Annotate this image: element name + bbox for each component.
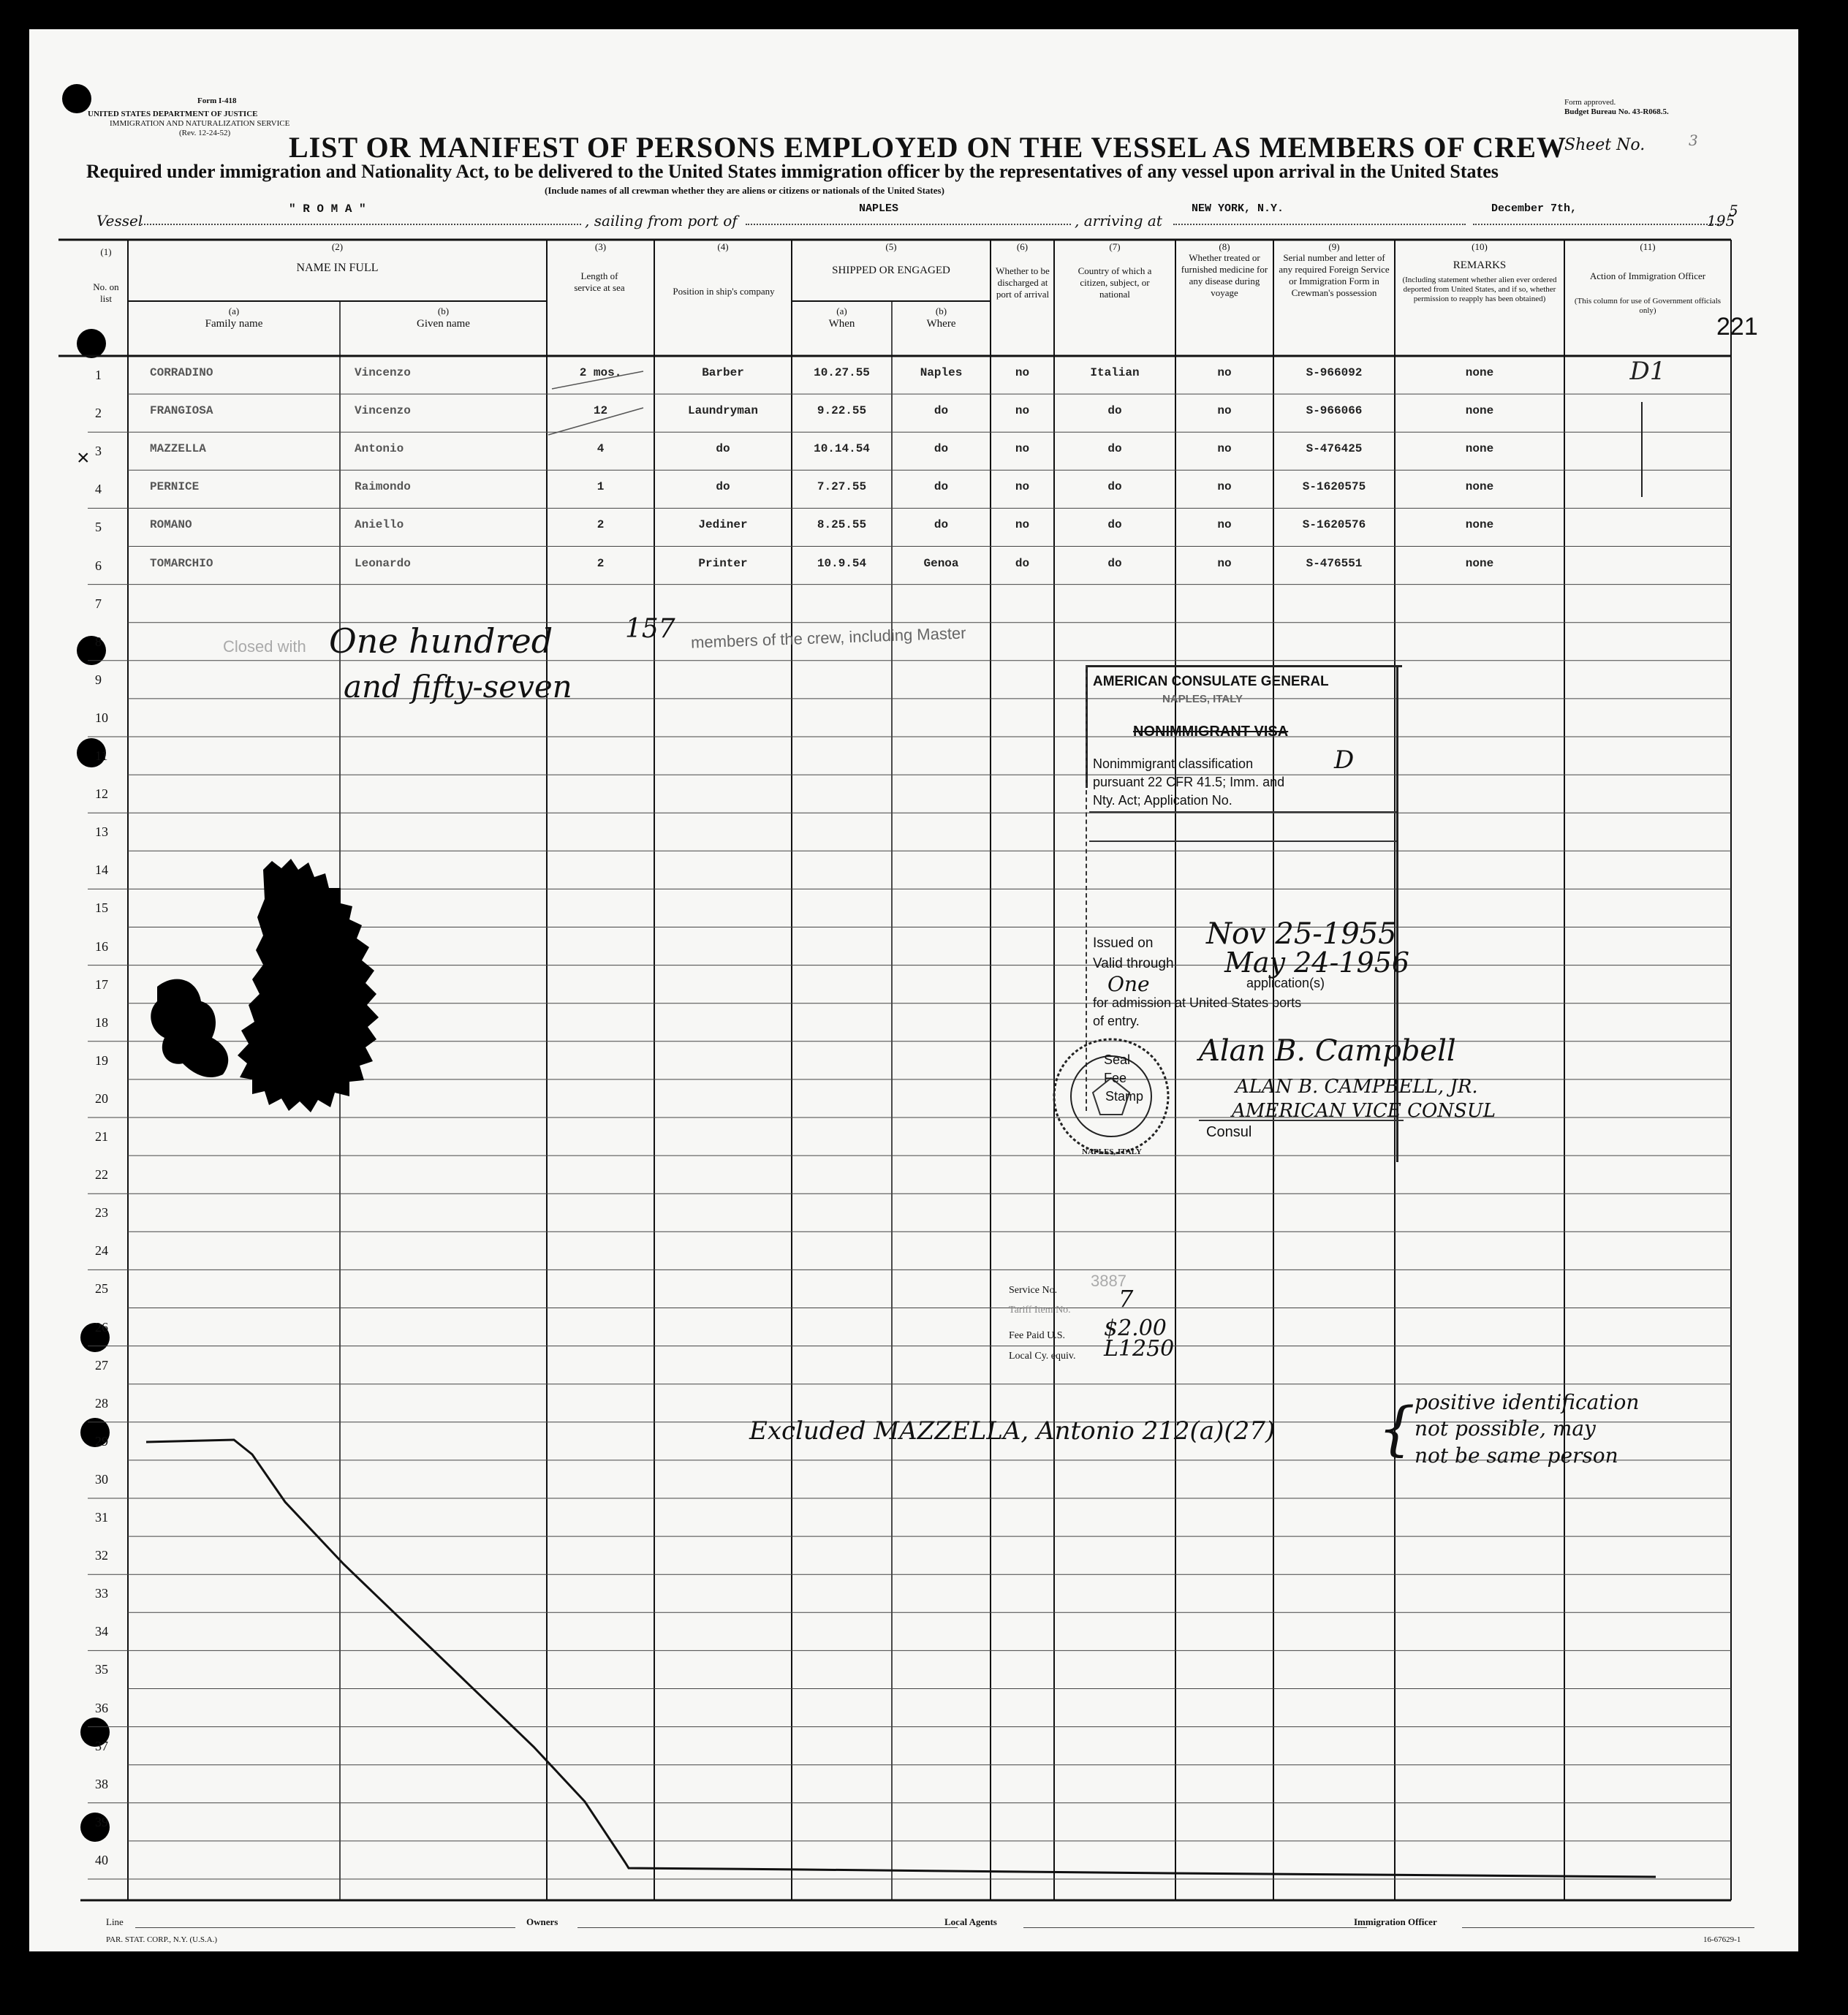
row-number: 37 [95,1738,108,1753]
crew-position-cell: Printer [698,556,748,570]
crew-service-cell: 2 mos. [579,366,622,380]
crew-when-cell: 7.27.55 [817,480,867,494]
crew-country-cell: do [1107,556,1122,570]
col10-sub: (Including statement whether alien ever ordered deported from United States, and if so, whether permission to reapply has been obtained) [1402,276,1557,303]
footer-owners: Owners [526,1916,558,1927]
applications-suffix: application(s) [1246,976,1325,990]
row-number: 18 [95,1014,108,1030]
row-number: 40 [95,1852,108,1867]
seal-text: NAPLES, ITALY [1082,1147,1142,1156]
stamp-line-6: Nty. Act; Application No. [1093,793,1232,808]
row-number: 19 [95,1052,108,1068]
crew-family-cell: CORRADINO [150,366,213,380]
row-number: 1 [95,368,102,383]
crew-count-words-2: and fifty-seven [344,669,572,705]
members-text: members of the crew, including Master [690,623,966,652]
row-number: 4 [95,482,102,497]
crew-given-cell: Aniello [355,518,404,532]
col11-header: Action of Immigration Officer [1589,270,1706,281]
local-cy: L1250 [1104,1336,1175,1362]
crew-where-cell: Naples [920,366,963,380]
row-number: 8 [95,634,102,649]
col10-num: (10) [1472,241,1488,252]
fee-paid-label: Fee Paid U.S. [1009,1330,1065,1341]
crew-country-cell: do [1107,518,1122,532]
crew-country-cell: do [1107,404,1122,418]
row-marker: × [77,446,90,470]
revision: (Rev. 12-24-52) [179,129,231,137]
col7-header: Country of which a citizen, subject, or national [1078,265,1152,300]
crew-when-cell: 8.25.55 [817,518,867,532]
issued-label: Issued on [1093,936,1154,951]
valid-date: May 24-1956 [1224,946,1410,979]
row-number: 13 [95,824,108,840]
col2b-num: (b) [437,306,450,316]
row-number: 36 [95,1700,108,1715]
service-no: 3887 [1091,1272,1126,1290]
crew-remarks-cell: none [1465,442,1494,456]
crew-serial-cell: S-476551 [1306,556,1363,570]
col1-num: (1) [100,246,112,257]
ink-blot [151,859,379,1112]
col5b-header: Where [926,318,956,330]
crew-service-cell: 2 [597,518,605,532]
consul-signature: Alan B. Campbell [1199,1034,1456,1068]
fee-paid: $2.00 [1104,1316,1167,1341]
excluded-side-1: positive identification [1415,1390,1640,1414]
crew-serial-cell: S-1620575 [1302,480,1366,494]
crew-remarks-cell: none [1465,366,1494,380]
sailing-label: , sailing from port of [585,212,738,229]
row-number: 34 [95,1624,108,1639]
crew-family-cell: TOMARCHIO [150,556,213,570]
row-number: 26 [95,1319,108,1335]
vessel-label: Vessel [96,212,143,229]
crew-when-cell: 10.9.54 [817,556,867,570]
applications-count: One [1107,972,1150,996]
col5a-header: When [828,318,855,330]
footer-agents: Local Agents [944,1916,997,1927]
arrival-date: December 7th, [1491,202,1578,215]
crew-family-cell: ROMANO [150,518,192,532]
closed-with-label: Closed with [223,637,306,656]
row-number: 14 [95,862,108,878]
crew-where-cell: Genoa [923,556,959,570]
crew-country-cell: Italian [1090,366,1140,380]
col11-num: (11) [1640,241,1656,252]
consul-label: Consul [1206,1124,1252,1140]
crew-medicine-cell: no [1217,480,1232,494]
crew-serial-cell: S-966092 [1306,366,1363,380]
issued-date: Nov 25-1955 [1206,917,1397,951]
stamp-line-5: pursuant 22 CFR 41.5; Imm. and [1093,775,1285,789]
crew-discharge-cell: no [1015,480,1030,494]
crew-service-cell: 1 [597,480,605,494]
crew-remarks-cell: none [1465,404,1494,418]
crew-country-cell: do [1107,442,1122,456]
crew-service-cell: 12 [593,404,608,418]
crew-given-cell: Antonio [355,442,404,456]
crew-family-cell: MAZZELLA [150,442,206,456]
col2a-num: (a) [228,306,240,316]
excluded-brace: { [1378,1394,1415,1462]
tariff-label: Tariff Item No. [1009,1305,1071,1316]
col2-num: (2) [331,241,344,252]
excluded-side-3: not be same person [1415,1443,1618,1468]
admission-text: for admission at United States ports [1093,995,1302,1010]
signer-title: AMERICAN VICE CONSUL [1232,1100,1496,1122]
row-number: 35 [95,1662,108,1677]
row-number: 28 [95,1395,108,1411]
footer-code: 16-67629-1 [1703,1935,1741,1944]
col5b-num: (b) [935,306,947,316]
crew-medicine-cell: no [1217,404,1232,418]
crew-serial-cell: S-1620576 [1302,518,1366,532]
tariff-no: 7 [1118,1285,1134,1313]
col3-header: Length of service at sea [574,270,625,293]
row-number: 20 [95,1090,108,1106]
row-number: 25 [95,1281,108,1297]
row-number: 2 [95,406,102,421]
col2-header: NAME IN FULL [296,262,379,274]
row-number: 11 [95,748,108,764]
crew-when-cell: 10.27.55 [814,366,870,380]
row-number: 33 [95,1586,108,1601]
sheet-label: Sheet No. [1564,136,1646,154]
crew-given-cell: Raimondo [355,480,411,494]
crew-count-words-1: One hundred [329,621,553,661]
footer-officer: Immigration Officer [1354,1916,1437,1927]
year-suffix: 5 [1729,202,1738,219]
stamp-line-4: Nonimmigrant classification [1093,756,1254,771]
form-number: Form I-418 [197,96,237,105]
arriving-label: , arriving at [1075,212,1162,229]
col4-header: Position in ship's company [673,286,775,297]
crew-where-cell: do [934,480,949,494]
crew-remarks-cell: none [1465,518,1494,532]
row-number: 5 [95,520,102,535]
crew-medicine-cell: no [1217,442,1232,456]
seal-label: Seal [1104,1052,1131,1067]
service-no-label: Service No. [1009,1285,1058,1296]
crew-discharge-cell: no [1015,518,1030,532]
col5a-num: (a) [836,306,847,316]
crew-serial-cell: S-476425 [1306,442,1363,456]
crew-when-cell: 10.14.54 [814,442,870,456]
row-number: 15 [95,900,108,916]
crew-position-cell: Jediner [698,518,748,532]
row-number: 12 [95,786,108,802]
stamp-line-3: NONIMMIGRANT VISA [1133,724,1289,740]
row-number: 6 [95,558,102,573]
row-number: 10 [95,710,108,725]
crew-position-cell: Barber [702,366,744,380]
crew-medicine-cell: no [1217,366,1232,380]
col10-header: REMARKS [1453,259,1507,271]
crew-discharge-cell: do [1015,556,1030,570]
valid-label: Valid through [1093,956,1174,971]
of-entry-text: of entry. [1093,1014,1140,1028]
crew-remarks-cell: none [1465,480,1494,494]
year-prefix: 195 [1707,212,1735,229]
vessel-name: " R O M A " [289,202,366,216]
col3-num: (3) [594,241,607,252]
cancellation-line [146,1440,1656,1877]
col7-num: (7) [1109,241,1121,252]
signer-name: ALAN B. CAMPBELL, JR. [1235,1076,1478,1098]
crew-family-cell: FRANGIOSA [150,404,213,418]
approval-line-2: Budget Bureau No. 43-R068.5. [1564,107,1669,116]
crew-action-cell: D1 [1629,357,1666,387]
crew-given-cell: Vincenzo [355,404,411,418]
col2a-header: Family name [205,318,263,330]
form-title: LIST OR MANIFEST OF PERSONS EMPLOYED ON THE VESSEL AS MEMBERS OF CREW [289,131,1567,164]
row-number: 38 [95,1776,108,1791]
crew-service-cell: 2 [597,556,605,570]
row-number: 30 [95,1471,108,1487]
col6-num: (6) [1016,241,1029,252]
col4-num: (4) [717,241,729,252]
stamp-line-2: NAPLES, ITALY [1162,693,1243,705]
excluded-side-2: not possible, may [1415,1416,1596,1441]
manifest-sheet [29,29,1798,1951]
service: IMMIGRATION AND NATURALIZATION SERVICE [110,119,290,128]
row-number: 23 [95,1205,108,1221]
crew-where-cell: do [934,442,949,456]
stamp-line-1: AMERICAN CONSULATE GENERAL [1093,674,1329,689]
col5-header: SHIPPED OR ENGAGED [832,265,950,276]
crew-discharge-cell: no [1015,404,1030,418]
form-note: (Include names of all crewman whether they are aliens or citizens or nationals of the United States) [545,185,944,196]
col8-header: Whether treated or furnished medicine for any disease during voyage [1181,252,1268,298]
row-number: 29 [95,1433,108,1449]
crew-given-cell: Leonardo [355,556,411,570]
crew-remarks-cell: none [1465,556,1494,570]
stamp-label: Stamp [1105,1089,1144,1104]
row-number: 31 [95,1510,108,1525]
row-number: 7 [95,596,102,611]
footer-line: Line [106,1916,124,1927]
row-number: 3 [95,444,102,459]
crew-position-cell: do [716,480,730,494]
crew-where-cell: do [934,518,949,532]
crew-position-cell: do [716,442,730,456]
crew-discharge-cell: no [1015,442,1030,456]
fee-label: Fee [1104,1071,1127,1085]
row-number: 27 [95,1357,108,1373]
crew-country-cell: do [1107,480,1122,494]
local-cy-label: Local Cy. equiv. [1009,1351,1076,1362]
port-to: NEW YORK, N.Y. [1192,202,1284,215]
col8-num: (8) [1219,241,1230,252]
crew-serial-cell: S-966066 [1306,404,1363,418]
crew-discharge-cell: no [1015,366,1030,380]
row-number: 22 [95,1167,108,1183]
crew-given-cell: Vincenzo [355,366,411,380]
crew-count-number: 157 [625,614,675,644]
port-from: NAPLES [859,202,899,215]
form-subtitle: Required under immigration and Nationality Act, to be delivered to the United States immigration officer by the representatives of any vessel upon arrival in the United States [86,161,1499,182]
department: UNITED STATES DEPARTMENT OF JUSTICE [88,110,258,118]
crew-family-cell: PERNICE [150,480,200,494]
row-number: 32 [95,1548,108,1563]
col1-header: No. on list [93,281,119,304]
visa-classification: D [1334,745,1355,775]
crew-medicine-cell: no [1217,556,1232,570]
col9-header: Serial number and letter of any required Foreign Service or Immigration Form in Crewman's possession [1279,252,1390,298]
crew-position-cell: Laundryman [687,404,758,418]
footer-printer: PAR. STAT. CORP., N.Y. (U.S.A.) [106,1935,218,1944]
row-number: 39 [95,1814,108,1829]
crew-when-cell: 9.22.55 [817,404,867,418]
row-number: 16 [95,938,108,954]
page-number: 221 [1716,313,1758,341]
action-mark-line [1641,402,1643,497]
col9-num: (9) [1328,241,1340,252]
col2b-header: Given name [417,318,470,330]
col5-num: (5) [885,241,897,252]
row-number: 21 [95,1129,108,1145]
crew-where-cell: do [934,404,949,418]
row-number: 9 [95,672,102,687]
row-number: 24 [95,1243,108,1259]
col6-header: Whether to be discharged at port of arrival [996,265,1050,300]
sheet-number: 3 [1689,132,1698,149]
crew-medicine-cell: no [1217,518,1232,532]
crew-service-cell: 4 [597,442,605,456]
approval-line-1: Form approved. [1564,98,1616,107]
row-number: 17 [95,976,108,992]
consulate-stamp [1060,665,1496,1162]
excluded-note: Excluded MAZZELLA, Antonio 212(a)(27) [749,1416,1276,1446]
col11-sub: (This column for use of Government officials only) [1574,297,1722,315]
